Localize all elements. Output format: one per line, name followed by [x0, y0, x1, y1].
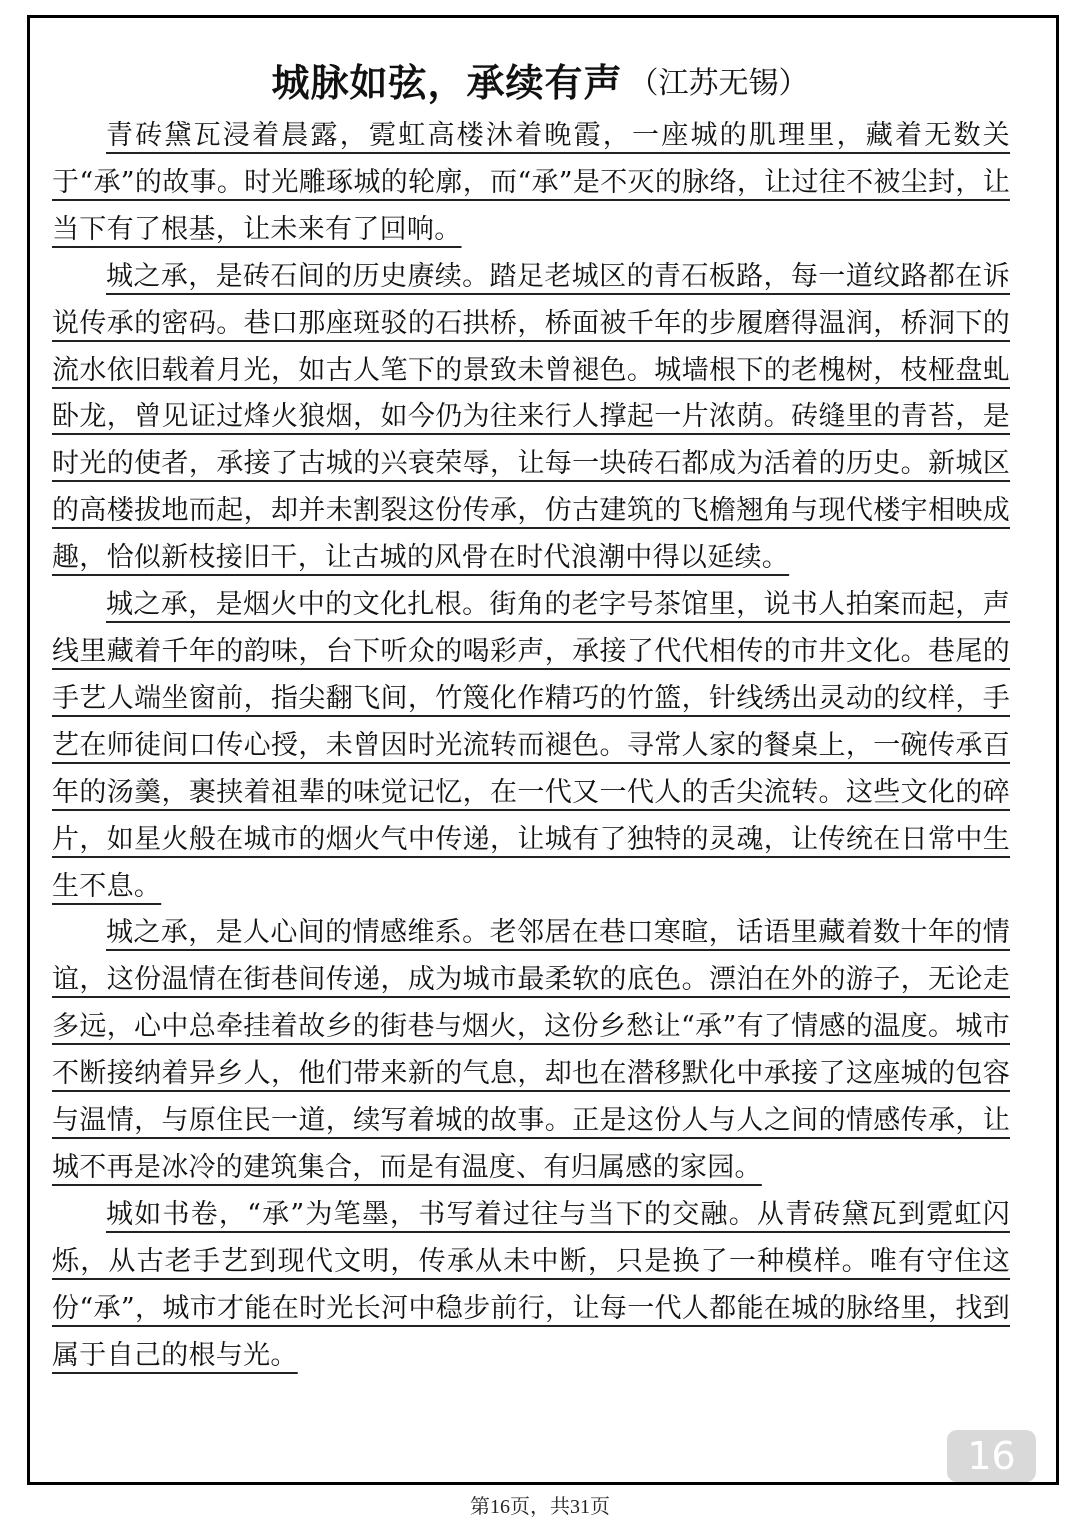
- paragraph-text: 城之承，是人心间的情感维系。老邻居在巷口寒暄，话语里藏着数十年的情谊，这份温情在街巷间传递，成为城市最柔软的底色。漂泊在外的游子，无论走多远，心中总牵挂着故乡的街巷与烟火，这份乡愁让“承”有了情感的温度。城市不断接纳着异乡人，他们带来新的气息，却也在潜移默化中承接了这座城的包容与温情，与原住民一道，续写着城的故事。正是这份人与人之间的情感传承，让城不再是冰冷的建筑集合，而是有温度、有归属感的家园。: [52, 917, 1010, 1183]
- paragraph-text: 青砖黛瓦浸着晨露，霓虹高楼沐着晚霞，一座城的肌理里，藏着无数关于“承”的故事。时光雕琢城的轮廓，而“承”是不灭的脉络，让过往不被尘封，让当下有了根基，让未来有了回响。: [52, 120, 1010, 245]
- paragraph-text: 城如书卷，“承”为笔墨，书写着过往与当下的交融。从青砖黛瓦到霓虹闪烁，从古老手艺到现代文明，传承从未中断，只是换了一种模样。唯有守住这份“承”，城市才能在时光长河中稳步前行，让每一代人都能在城的脉络里，找到属于自己的根与光。: [52, 1198, 1010, 1371]
- essay-body: [52, 113, 1010, 1379]
- paragraph-text: 城之承，是烟火中的文化扎根。街角的老字号茶馆里，说书人拍案而起，声线里藏着千年的韵味，台下听众的喝彩声，承接了代代相传的市井文化。巷尾的手艺人端坐窗前，指尖翻飞间，竹篾化作精巧的竹篮，针线绣出灵动的纹样，手艺在师徒间口传心授，未曾因时光流转而褪色。寻常人家的餐桌上，一碗传承百年的汤羹，裹挟着祖辈的味觉记忆，在一代又一代人的舌尖流转。这些文化的碎片，如星火般在城市的烟火气中传递，让城有了独特的灵魂，让传统在日常中生生不息。: [52, 589, 1010, 902]
- page-footer: 第16页，共31页: [470, 1496, 610, 1518]
- title-main: 城脉如弦，承续有声: [271, 60, 623, 105]
- essay-title: [0, 52, 1080, 112]
- paragraph: [52, 254, 1010, 582]
- paragraph: [52, 582, 1010, 910]
- page-number-badge: 16: [947, 1430, 1036, 1482]
- paragraph: [52, 113, 1010, 254]
- paragraph: [52, 1192, 1010, 1380]
- paragraph-text: 城之承，是砖石间的历史赓续。踏足老城区的青石板路，每一道纹路都在诉说传承的密码。巷口那座斑驳的石拱桥，桥面被千年的步履磨得温润，桥洞下的流水依旧载着月光，如古人笔下的景致未曾褪色。城墙根下的老槐树，枝桠盘虬卧龙，曾见证过烽火狼烟，如今仍为往来行人撑起一片浓荫。砖缝里的青苔，是时光的使者，承接了古城的兴衰荣辱，让每一块砖石都成为活着的历史。新城区的高楼拔地而起，却并未割裂这份传承，仿古建筑的飞檐翘角与现代楼宇相映成趣，恰似新枝接旧干，让古城的风骨在时代浪潮中得以延续。: [52, 260, 1010, 574]
- paragraph: [52, 910, 1010, 1191]
- title-region: （江苏无锡）: [628, 65, 809, 101]
